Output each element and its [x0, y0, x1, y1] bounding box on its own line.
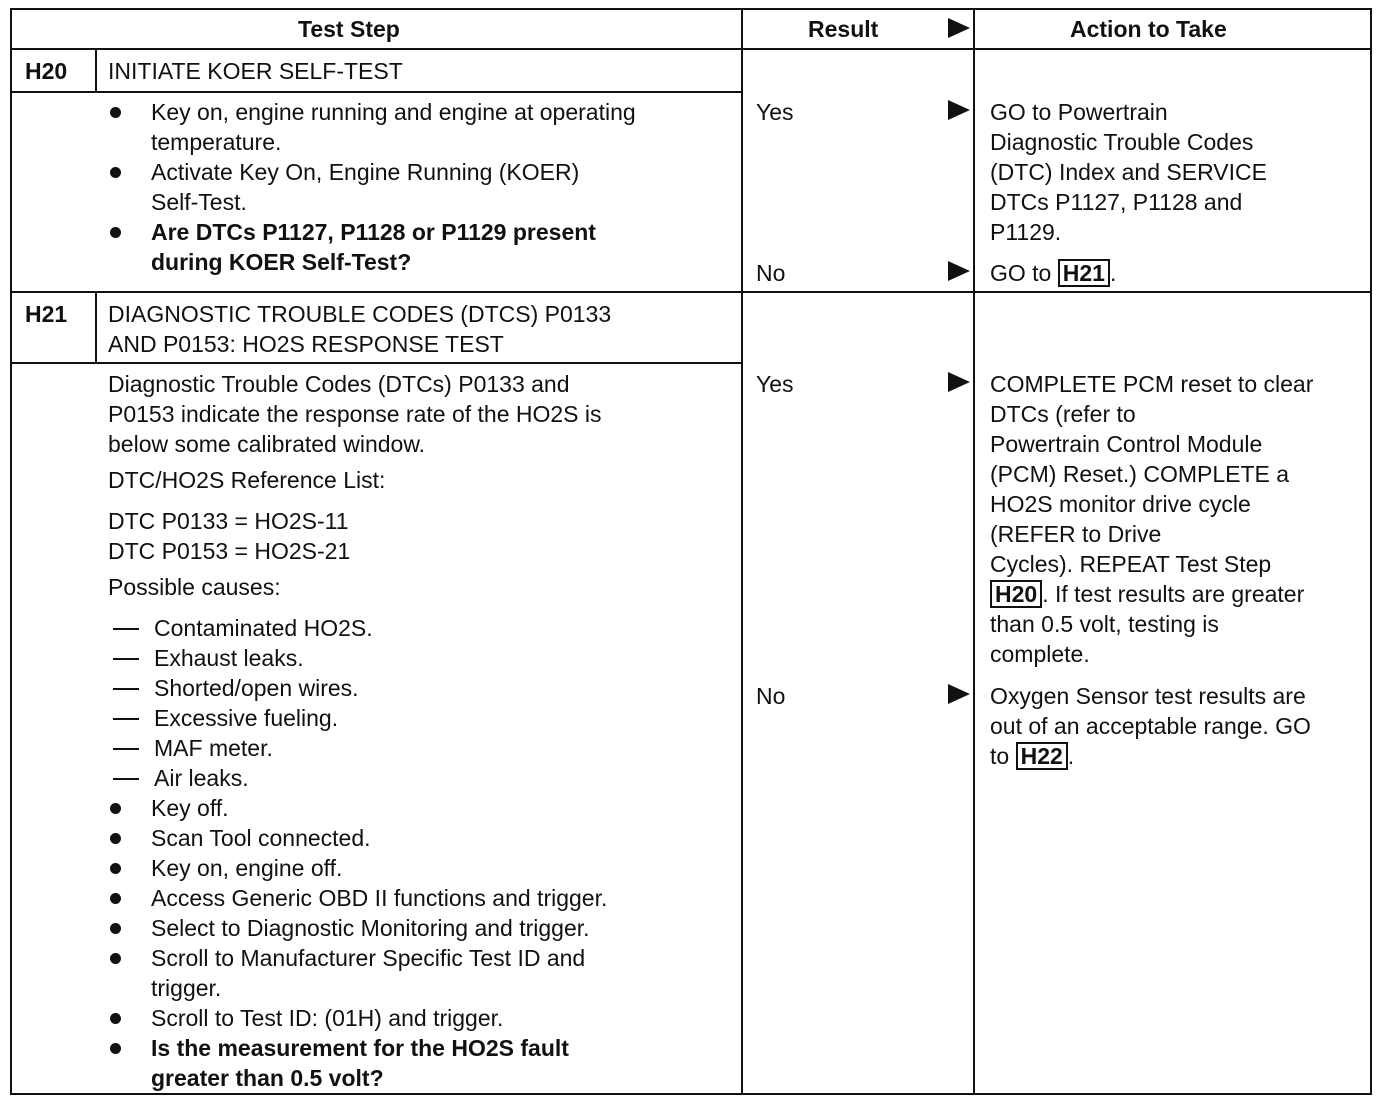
h20-bullet-2-line-1: Activate Key On, Engine Running (KOER): [151, 159, 580, 185]
h21-yes-action-line-5: HO2S monitor drive cycle: [990, 491, 1251, 517]
h21-cause-1: Contaminated HO2S.: [154, 615, 373, 641]
table-top-border: [10, 8, 1372, 10]
h21-step-5: Select to Diagnostic Monitoring and trigger.: [151, 915, 590, 941]
bullet-icon: [110, 167, 121, 178]
h20-yes-label: Yes: [756, 99, 794, 125]
table-bottom-border: [10, 1093, 1372, 1095]
h21-yes-action-after-ref: . If test results are greater: [1042, 581, 1305, 607]
dash-icon: [113, 658, 139, 660]
bullet-icon: [110, 227, 121, 238]
h20-no-action: [990, 258, 1116, 288]
h20-no-label: No: [756, 260, 786, 286]
h21-no-action-prefix: to: [990, 743, 1010, 769]
h21-step-6-line-2: trigger.: [151, 975, 222, 1001]
h21-yes-action-line-4: (PCM) Reset.) COMPLETE a: [990, 461, 1290, 487]
h20-title: INITIATE KOER SELF-TEST: [108, 58, 403, 84]
dash-icon: [113, 628, 139, 630]
h21-yes-action-line-3: Powertrain Control Module: [990, 431, 1263, 457]
h21-reference-item-2: DTC P0153 = HO2S-21: [108, 538, 351, 564]
h20-bullet-1-line-1: Key on, engine running and engine at operating: [151, 99, 636, 125]
h21-step-1: Key off.: [151, 795, 229, 821]
h21-yes-arrow-icon: [948, 372, 970, 392]
h20-question-line-1: Are DTCs P1127, P1128 or P1129 present: [151, 219, 596, 245]
h20-title-bottom-border: [10, 91, 741, 93]
code-column-divider-h21: [95, 291, 97, 363]
h21-step-code: H21: [25, 301, 68, 327]
result-action-divider: [973, 8, 975, 1095]
h20-yes-action-line-5: P1129.: [990, 219, 1062, 245]
bullet-icon: [110, 953, 121, 964]
h20-no-action-prefix: GO to: [990, 260, 1052, 286]
h20-question-line-2: during KOER Self-Test?: [151, 249, 412, 275]
h21-step-7: Scroll to Test ID: (01H) and trigger.: [151, 1005, 504, 1031]
bullet-icon: [110, 923, 121, 934]
h20-no-action-suffix: .: [1109, 260, 1117, 286]
code-column-divider-h20: [95, 48, 97, 92]
h20-yes-action-line-1: GO to Powertrain: [990, 99, 1168, 125]
h21-causes-heading: Possible causes:: [108, 574, 281, 600]
h20-bullet-2-line-2: Self-Test.: [151, 189, 247, 215]
h20-yes-action-line-3: (DTC) Index and SERVICE: [990, 159, 1267, 185]
h21-cause-6: Air leaks.: [154, 765, 249, 791]
bullet-icon: [110, 833, 121, 844]
h21-reference-item-1: DTC P0133 = HO2S-11: [108, 508, 349, 534]
h21-question-line-2: greater than 0.5 volt?: [151, 1065, 384, 1091]
h21-step-6-line-1: Scroll to Manufacturer Specific Test ID and: [151, 945, 586, 971]
bullet-icon: [110, 803, 121, 814]
bullet-icon: [110, 893, 121, 904]
table-right-border: [1370, 8, 1372, 1095]
h20-no-arrow-icon: [948, 261, 970, 281]
h21-no-label: No: [756, 683, 786, 709]
dash-icon: [113, 718, 139, 720]
h21-intro-line-1: Diagnostic Trouble Codes (DTCs) P0133 and: [108, 371, 570, 397]
h20-step-reference-link[interactable]: H20: [990, 580, 1042, 608]
header-test-step: Test Step: [298, 16, 400, 42]
h21-step-reference-link[interactable]: H21: [1058, 259, 1110, 287]
h21-no-action-suffix: .: [1067, 743, 1075, 769]
h21-cause-2: Exhaust leaks.: [154, 645, 304, 671]
bullet-icon: [110, 863, 121, 874]
h21-no-action-line-3: [990, 741, 1074, 771]
h21-step-2: Scan Tool connected.: [151, 825, 371, 851]
h21-intro-line-2: P0153 indicate the response rate of the HO2S is: [108, 401, 602, 427]
h21-no-action-line-2: out of an acceptable range. GO: [990, 713, 1311, 739]
h20-yes-action-line-4: DTCs P1127, P1128 and: [990, 189, 1243, 215]
h21-cause-3: Shorted/open wires.: [154, 675, 359, 701]
header-result: Result: [808, 16, 879, 42]
bullet-icon: [110, 107, 121, 118]
h21-yes-action-line-6: (REFER to Drive: [990, 521, 1162, 547]
header-arrow-icon: [948, 18, 970, 38]
h21-yes-action-line-8: [990, 579, 1304, 609]
h21-cause-5: MAF meter.: [154, 735, 273, 761]
h20-step-code: H20: [25, 58, 68, 84]
h21-question-line-1: Is the measurement for the HO2S fault: [151, 1035, 569, 1061]
bullet-icon: [110, 1013, 121, 1024]
dash-icon: [113, 688, 139, 690]
h21-yes-action-line-9: than 0.5 volt, testing is: [990, 611, 1219, 637]
dash-icon: [113, 778, 139, 780]
h21-yes-action-line-1: COMPLETE PCM reset to clear: [990, 371, 1314, 397]
h22-step-reference-link[interactable]: H22: [1016, 742, 1068, 770]
h20-yes-arrow-icon: [948, 100, 970, 120]
header-action: Action to Take: [1070, 16, 1227, 42]
h21-yes-action-line-10: complete.: [990, 641, 1090, 667]
h21-yes-action-line-7: Cycles). REPEAT Test Step: [990, 551, 1272, 577]
dash-icon: [113, 748, 139, 750]
h21-yes-action-line-2: DTCs (refer to: [990, 401, 1136, 427]
h21-title-line-2: AND P0153: HO2S RESPONSE TEST: [108, 331, 504, 357]
table-left-border: [10, 8, 12, 1095]
test-step-result-divider: [741, 8, 743, 1095]
h21-step-4: Access Generic OBD II functions and trigger.: [151, 885, 608, 911]
h21-step-3: Key on, engine off.: [151, 855, 343, 881]
h21-no-action-line-1: Oxygen Sensor test results are: [990, 683, 1306, 709]
h20-yes-action-line-2: Diagnostic Trouble Codes: [990, 129, 1254, 155]
h21-no-arrow-icon: [948, 684, 970, 704]
h21-title-line-1: DIAGNOSTIC TROUBLE CODES (DTCS) P0133: [108, 301, 612, 327]
h21-cause-4: Excessive fueling.: [154, 705, 339, 731]
h21-intro-line-3: below some calibrated window.: [108, 431, 426, 457]
h21-yes-label: Yes: [756, 371, 794, 397]
h20-bullet-1-line-2: temperature.: [151, 129, 282, 155]
header-bottom-border: [10, 48, 1372, 50]
h21-reference-heading: DTC/HO2S Reference List:: [108, 467, 386, 493]
h21-title-bottom-border: [10, 362, 741, 364]
h20-row-bottom-border: [10, 291, 1372, 293]
bullet-icon: [110, 1043, 121, 1054]
